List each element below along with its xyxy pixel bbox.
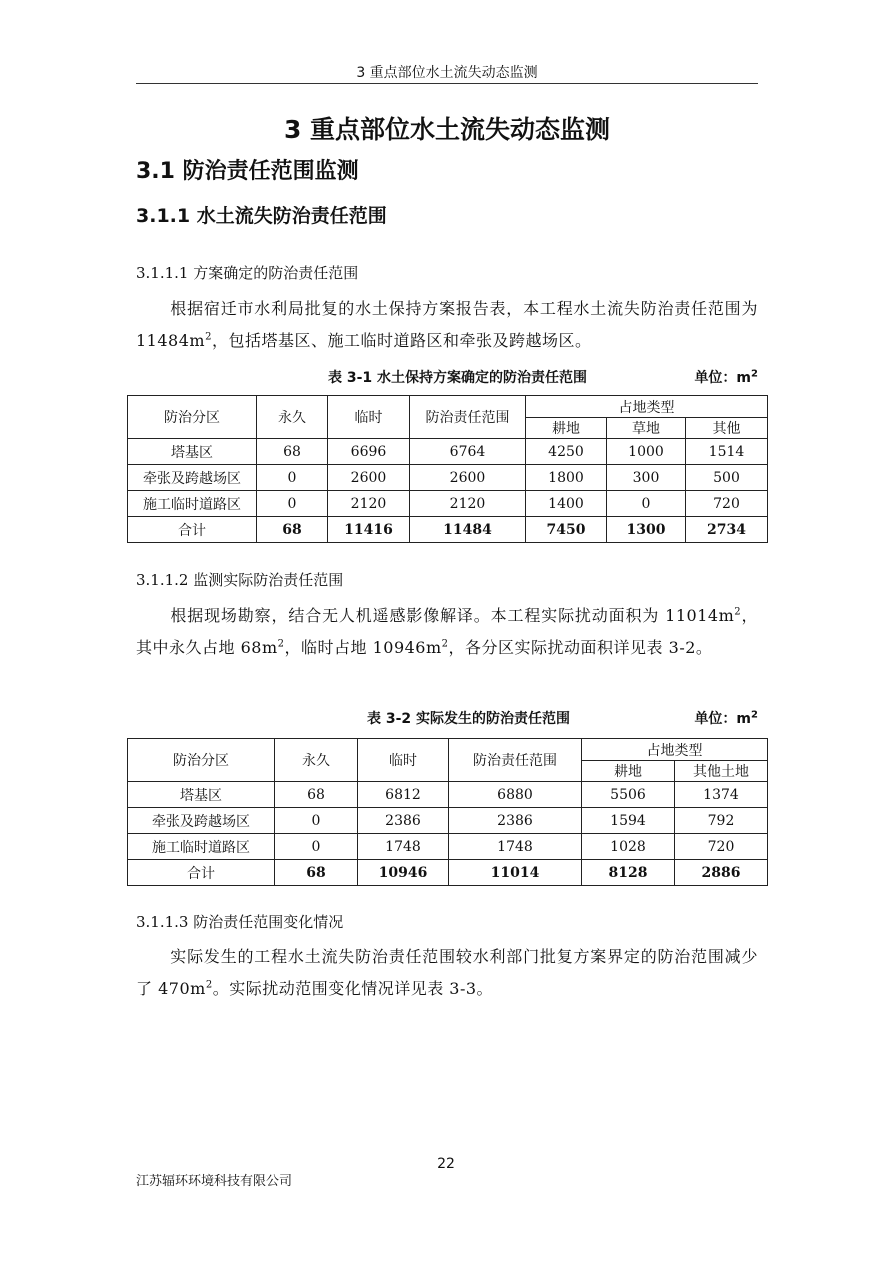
table-cell: 11484: [410, 517, 526, 543]
table-cell: 1594: [582, 808, 675, 834]
header-landuse: 占地类型: [526, 396, 768, 418]
table-cell: 1374: [675, 782, 768, 808]
table-cell: 4250: [526, 439, 607, 465]
page-number: 22: [437, 1156, 455, 1172]
header-other: 其他: [686, 418, 768, 439]
table-cell: 68: [275, 782, 358, 808]
header-temporary: 临时: [328, 396, 410, 439]
paragraph-actual-scope: [136, 600, 758, 664]
table-cell: 792: [675, 808, 768, 834]
table-cell: 300: [607, 465, 686, 491]
table-cell: 0: [607, 491, 686, 517]
header-permanent: 永久: [257, 396, 328, 439]
table-cell: 0: [257, 491, 328, 517]
paragraph-text: 根据宿迁市水利局批复的水土保持方案报告表，本工程水土流失防治责任范围为 11484m: [136, 299, 758, 350]
table-cell: 0: [275, 808, 358, 834]
table-1-caption: 表 3-1 水土保持方案确定的防治责任范围: [328, 370, 588, 386]
paragraph-text: ，其中永久占地 68m: [136, 606, 758, 657]
paragraph-text: ，临时占地 10946m: [284, 638, 442, 657]
running-header: 3 重点部位水土流失动态监测: [356, 65, 538, 81]
superscript: 2: [751, 709, 758, 721]
table-cell: 0: [257, 465, 328, 491]
table-cell: 68: [257, 517, 328, 543]
chapter-title: 3 重点部位水土流失动态监测: [283, 115, 611, 144]
table-cell: 2386: [449, 808, 582, 834]
header-landuse: 占地类型: [582, 739, 768, 761]
table-cell: 5506: [582, 782, 675, 808]
table-cell: 6696: [328, 439, 410, 465]
paragraph-text: 实际发生的工程水土流失防治责任范围较水利部门批复方案界定的防治范围减少了 470m: [136, 947, 758, 998]
unit-label: 单位：m: [694, 711, 752, 727]
section-heading: 3.1 防治责任范围监测: [136, 159, 359, 184]
table-cell: 2120: [410, 491, 526, 517]
table-cell: 塔基区: [128, 439, 257, 465]
table-cell: 1028: [582, 834, 675, 860]
table-header-row: [128, 396, 768, 418]
table-cell: 施工临时道路区: [128, 491, 257, 517]
superscript: 2: [751, 368, 758, 380]
table-1-unit: [694, 367, 758, 387]
table-cell: 1514: [686, 439, 768, 465]
table-cell: 6880: [449, 782, 582, 808]
superscript: 2: [441, 638, 449, 650]
superscript: 2: [205, 979, 213, 991]
header-permanent: 永久: [275, 739, 358, 782]
table-header-row: [128, 739, 768, 761]
paragraph-text: 。实际扰动范围变化情况详见表 3-3。: [212, 979, 494, 998]
table-cell: 2386: [358, 808, 449, 834]
paragraph-text: 根据现场勘察，结合无人机遥感影像解译。本工程实际扰动面积为 11014m: [170, 606, 735, 625]
paragraph-scope-change: [136, 941, 758, 1005]
table-cell: 1300: [607, 517, 686, 543]
header-scope: 防治责任范围: [449, 739, 582, 782]
table-cell: 2600: [328, 465, 410, 491]
table-cell: 合计: [128, 517, 257, 543]
table-row: [128, 782, 768, 808]
company-name: 江苏辐环环境科技有限公司: [136, 1174, 293, 1189]
table-cell: 6812: [358, 782, 449, 808]
table-row: [128, 491, 768, 517]
header-scope: 防治责任范围: [410, 396, 526, 439]
table-cell: 牵张及跨越场区: [128, 808, 275, 834]
header-grass: 草地: [607, 418, 686, 439]
paragraph-text: ，包括塔基区、施工临时道路区和牵张及跨越场区。: [211, 331, 592, 350]
header-cultivated: 耕地: [582, 761, 675, 782]
table-row: [128, 465, 768, 491]
subsubsection-heading-1: 3.1.1.1 方案确定的防治责任范围: [136, 264, 359, 282]
superscript: 2: [734, 606, 742, 618]
table-cell: 6764: [410, 439, 526, 465]
header-temporary: 临时: [358, 739, 449, 782]
header-zone: 防治分区: [128, 396, 257, 439]
header-divider: [136, 83, 758, 84]
table-cell: 1748: [358, 834, 449, 860]
table-actual-scope: [127, 738, 768, 886]
table-cell: 施工临时道路区: [128, 834, 275, 860]
table-cell: 合计: [128, 860, 275, 886]
header-zone: 防治分区: [128, 739, 275, 782]
table-planned-scope: [127, 395, 768, 543]
table-cell: 牵张及跨越场区: [128, 465, 257, 491]
table-cell: 7450: [526, 517, 607, 543]
table-cell: 68: [257, 439, 328, 465]
table-total-row: [128, 860, 768, 886]
superscript: 2: [205, 331, 212, 343]
table-total-row: [128, 517, 768, 543]
table-cell: 塔基区: [128, 782, 275, 808]
table-cell: 2734: [686, 517, 768, 543]
unit-label: 单位：m: [694, 370, 752, 386]
table-row: [128, 808, 768, 834]
table-cell: 68: [275, 860, 358, 886]
table-cell: 10946: [358, 860, 449, 886]
subsubsection-heading-3: 3.1.1.3 防治责任范围变化情况: [136, 913, 344, 931]
paragraph-text: ，各分区实际扰动面积详见表 3-2。: [448, 638, 713, 657]
table-cell: 8128: [582, 860, 675, 886]
table-2-unit: [694, 708, 758, 728]
subsection-heading: 3.1.1 水土流失防治责任范围: [136, 205, 387, 227]
table-cell: 1400: [526, 491, 607, 517]
table-cell: 500: [686, 465, 768, 491]
header-other: 其他土地: [675, 761, 768, 782]
table-cell: 0: [275, 834, 358, 860]
table-cell: 1000: [607, 439, 686, 465]
header-cultivated: 耕地: [526, 418, 607, 439]
table-cell: 11416: [328, 517, 410, 543]
table-cell: 11014: [449, 860, 582, 886]
table-row: [128, 834, 768, 860]
subsubsection-heading-2: 3.1.1.2 监测实际防治责任范围: [136, 571, 344, 589]
table-1-caption-row: [136, 367, 758, 387]
table-cell: 2600: [410, 465, 526, 491]
table-cell: 720: [686, 491, 768, 517]
table-2-caption: 表 3-2 实际发生的防治责任范围: [367, 711, 571, 727]
table-cell: 1748: [449, 834, 582, 860]
superscript: 2: [277, 638, 285, 650]
table-cell: 2886: [675, 860, 768, 886]
table-2-caption-row: [136, 708, 758, 728]
table-row: [128, 439, 768, 465]
paragraph-planned-scope: [136, 293, 758, 357]
table-cell: 1800: [526, 465, 607, 491]
table-cell: 2120: [328, 491, 410, 517]
table-cell: 720: [675, 834, 768, 860]
